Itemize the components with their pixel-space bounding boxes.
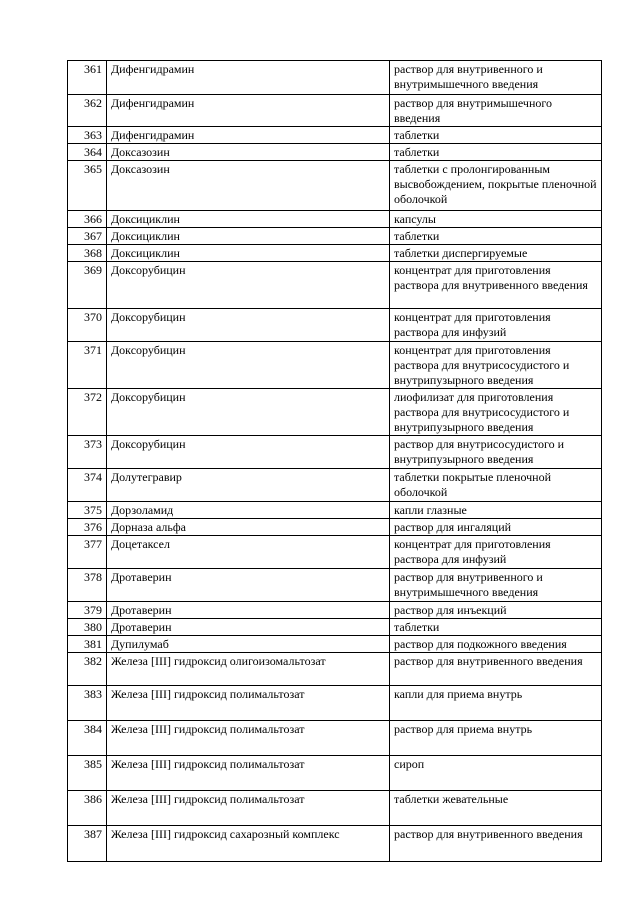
row-number: 364 xyxy=(68,144,107,161)
table-row xyxy=(68,309,602,342)
table-row xyxy=(68,653,602,686)
drug-name: Доксициклин xyxy=(107,211,390,228)
dosage-form: таблетки покрытые пленочной оболочкой xyxy=(390,469,602,502)
dosage-form: капсулы xyxy=(390,211,602,228)
table-row xyxy=(68,756,602,791)
dosage-form: таблетки с пролонгированным высвобождением, покрытые пленочной оболочкой xyxy=(390,161,602,211)
dosage-form: раствор для внутривенного и внутримышечного введения xyxy=(390,61,602,95)
dosage-form: раствор для внутривенного введения xyxy=(390,653,602,686)
dosage-form: концентрат для приготовления раствора для внутрисосудистого и внутрипузырного введения xyxy=(390,342,602,389)
row-number: 365 xyxy=(68,161,107,211)
table-row xyxy=(68,161,602,211)
dosage-form: капли для приема внутрь xyxy=(390,686,602,721)
table-row xyxy=(68,469,602,502)
drug-name: Железа [III] гидроксид сахарозный комплекс xyxy=(107,826,390,862)
row-number: 368 xyxy=(68,245,107,262)
row-number: 385 xyxy=(68,756,107,791)
row-number: 373 xyxy=(68,436,107,469)
row-number: 387 xyxy=(68,826,107,862)
table-row xyxy=(68,602,602,619)
drug-name: Доксициклин xyxy=(107,228,390,245)
dosage-form: раствор для ингаляций xyxy=(390,519,602,536)
drug-name: Дифенгидрамин xyxy=(107,61,390,95)
drug-name: Доксазозин xyxy=(107,161,390,211)
dosage-form: таблетки диспергируемые xyxy=(390,245,602,262)
dosage-form: раствор для внутривенного и внутримышечного введения xyxy=(390,569,602,602)
row-number: 375 xyxy=(68,502,107,519)
table-row xyxy=(68,436,602,469)
drug-name: Железа [III] гидроксид полимальтозат xyxy=(107,756,390,791)
drug-name: Дорназа альфа xyxy=(107,519,390,536)
row-number: 370 xyxy=(68,309,107,342)
table-row xyxy=(68,502,602,519)
table-row xyxy=(68,61,602,95)
dosage-form: раствор для внутривенного введения xyxy=(390,826,602,862)
dosage-form: раствор для приема внутрь xyxy=(390,721,602,756)
table-row xyxy=(68,127,602,144)
table-row xyxy=(68,95,602,127)
row-number: 381 xyxy=(68,636,107,653)
row-number: 378 xyxy=(68,569,107,602)
drug-name: Доксазозин xyxy=(107,144,390,161)
row-number: 369 xyxy=(68,262,107,309)
row-number: 372 xyxy=(68,389,107,436)
row-number: 374 xyxy=(68,469,107,502)
drug-name: Доцетаксел xyxy=(107,536,390,569)
drug-name: Долутегравир xyxy=(107,469,390,502)
drug-name: Доксорубицин xyxy=(107,436,390,469)
dosage-form: раствор для внутримышечного введения xyxy=(390,95,602,127)
table-row xyxy=(68,686,602,721)
drug-name: Дротаверин xyxy=(107,602,390,619)
dosage-form: таблетки xyxy=(390,144,602,161)
drug-name: Железа [III] гидроксид полимальтозат xyxy=(107,721,390,756)
table-row xyxy=(68,211,602,228)
dosage-form: концентрат для приготовления раствора для внутривенного введения xyxy=(390,262,602,309)
row-number: 367 xyxy=(68,228,107,245)
drug-name: Доксорубицин xyxy=(107,389,390,436)
table-row xyxy=(68,245,602,262)
row-number: 380 xyxy=(68,619,107,636)
drug-name: Железа [III] гидроксид полимальтозат xyxy=(107,791,390,826)
row-number: 382 xyxy=(68,653,107,686)
drug-name: Дротаверин xyxy=(107,569,390,602)
dosage-form: капли глазные xyxy=(390,502,602,519)
table-row xyxy=(68,826,602,862)
dosage-form: таблетки xyxy=(390,619,602,636)
dosage-form: раствор для инъекций xyxy=(390,602,602,619)
row-number: 363 xyxy=(68,127,107,144)
table-row xyxy=(68,262,602,309)
dosage-form: сироп xyxy=(390,756,602,791)
drug-name: Железа [III] гидроксид полимальтозат xyxy=(107,686,390,721)
table-row xyxy=(68,619,602,636)
drug-name: Доксорубицин xyxy=(107,309,390,342)
drug-name: Дротаверин xyxy=(107,619,390,636)
drug-list-table xyxy=(67,60,602,862)
dosage-form: таблетки xyxy=(390,127,602,144)
drug-name: Дорзоламид xyxy=(107,502,390,519)
table-row xyxy=(68,389,602,436)
dosage-form: таблетки xyxy=(390,228,602,245)
row-number: 362 xyxy=(68,95,107,127)
dosage-form: концентрат для приготовления раствора для инфузий xyxy=(390,309,602,342)
row-number: 384 xyxy=(68,721,107,756)
table-row xyxy=(68,791,602,826)
row-number: 386 xyxy=(68,791,107,826)
drug-name: Доксорубицин xyxy=(107,262,390,309)
row-number: 383 xyxy=(68,686,107,721)
row-number: 377 xyxy=(68,536,107,569)
dosage-form: таблетки жевательные xyxy=(390,791,602,826)
table-row xyxy=(68,342,602,389)
table-row xyxy=(68,636,602,653)
table-row xyxy=(68,228,602,245)
dosage-form: лиофилизат для приготовления раствора для внутрисосудистого и внутрипузырного введения xyxy=(390,389,602,436)
drug-name: Дифенгидрамин xyxy=(107,95,390,127)
drug-name: Дупилумаб xyxy=(107,636,390,653)
row-number: 376 xyxy=(68,519,107,536)
row-number: 366 xyxy=(68,211,107,228)
row-number: 361 xyxy=(68,61,107,95)
row-number: 379 xyxy=(68,602,107,619)
table-row xyxy=(68,569,602,602)
table-row xyxy=(68,519,602,536)
drug-name: Доксициклин xyxy=(107,245,390,262)
dosage-form: раствор для внутрисосудистого и внутрипузырного введения xyxy=(390,436,602,469)
table-row xyxy=(68,144,602,161)
table-row xyxy=(68,721,602,756)
dosage-form: раствор для подкожного введения xyxy=(390,636,602,653)
table-row xyxy=(68,536,602,569)
table-body xyxy=(68,61,602,862)
dosage-form: концентрат для приготовления раствора для инфузий xyxy=(390,536,602,569)
drug-name: Доксорубицин xyxy=(107,342,390,389)
drug-name: Железа [III] гидроксид олигоизомальтозат xyxy=(107,653,390,686)
row-number: 371 xyxy=(68,342,107,389)
drug-name: Дифенгидрамин xyxy=(107,127,390,144)
